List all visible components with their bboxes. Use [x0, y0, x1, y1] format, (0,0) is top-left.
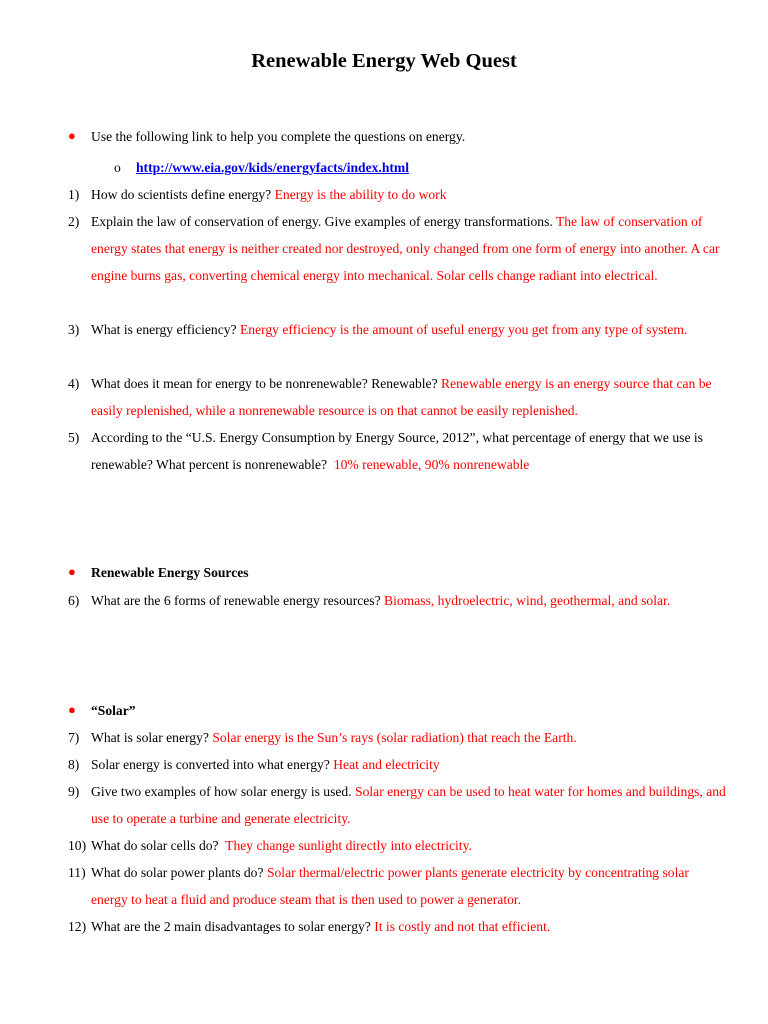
question-number: 6): [68, 593, 80, 608]
question-item-7: [68, 724, 728, 751]
question-item-8: [68, 751, 728, 778]
question-number: 9): [68, 784, 80, 799]
bullet-icon: ●: [68, 702, 76, 717]
question-text: What are the 6 forms of renewable energy resources?: [91, 593, 381, 608]
question-number: 1): [68, 187, 80, 202]
question-text: Solar energy is converted into what energy?: [91, 757, 330, 772]
question-text: What do solar power plants do?: [91, 865, 264, 880]
answer-text: Solar energy is the Sun’s rays (solar radiation) that reach the Earth.: [212, 730, 577, 745]
answer-text: It is costly and not that efficient.: [374, 919, 551, 934]
section-title: “Solar”: [91, 703, 136, 718]
answer-text: Solar energy can be used to heat water for homes and buildings, and use to operate a turbine and generate electricity.: [91, 784, 726, 826]
question-number: 3): [68, 322, 80, 337]
intro-text: Use the following link to help you complete the questions on energy.: [91, 129, 466, 144]
section-heading-solar: [68, 697, 728, 724]
section-title: Renewable Energy Sources: [91, 565, 249, 580]
question-number: 4): [68, 376, 80, 391]
question-text: What is energy efficiency?: [91, 322, 237, 337]
question-text: How do scientists define energy?: [91, 187, 272, 202]
question-number: 7): [68, 730, 80, 745]
intro-bullet-item: [68, 123, 728, 150]
answer-text: They change sunlight directly into electricity.: [225, 838, 472, 853]
question-number: 5): [68, 430, 80, 445]
question-item-10: [68, 832, 728, 859]
question-text: Give two examples of how solar energy is used.: [91, 784, 352, 799]
answer-text: The law of conservation of energy states that energy is neither created nor destroyed, only changed from one form of energy into another. A car engine burns gas, converting chemical energy into mechanical. Solar cells change radiant into electrical.: [91, 214, 720, 283]
question-text: What do solar cells do?: [91, 838, 219, 853]
question-text: Explain the law of conservation of energy. Give examples of energy transformations.: [91, 214, 553, 229]
bullet-icon: ●: [68, 564, 76, 579]
question-number: 2): [68, 214, 80, 229]
sub-bullet-icon: o: [114, 160, 121, 175]
answer-text: Heat and electricity: [333, 757, 440, 772]
question-number: 10): [68, 838, 87, 853]
answer-text: Solar thermal/electric power plants generate electricity by concentrating solar energy to heat a fluid and produce steam that is then used to power a generator.: [91, 865, 689, 907]
answer-text: 10% renewable, 90% nonrenewable: [333, 457, 530, 472]
question-text: According to the “U.S. Energy Consumption by Energy Source, 2012”, what percentage of energy that we use is renewable? What percent is nonrenewable?: [91, 430, 703, 472]
question-item-11: [68, 859, 728, 913]
question-number: 11): [68, 865, 86, 880]
question-item-4: [68, 370, 728, 424]
question-item-12: [68, 913, 728, 940]
question-text: What are the 2 main disadvantages to solar energy?: [91, 919, 371, 934]
question-text: What does it mean for energy to be nonrenewable? Renewable?: [91, 376, 438, 391]
section-heading-renewable: [68, 559, 728, 586]
question-item-1: [68, 181, 728, 208]
question-item-3: [68, 316, 728, 343]
page-title: Renewable Energy Web Quest: [251, 50, 517, 72]
question-item-9: [68, 778, 728, 832]
answer-text: Renewable energy is an energy source that can be easily replenished, while a nonrenewable resource is on that cannot be easily replenished.: [91, 376, 712, 418]
question-item-6: [68, 587, 728, 614]
energy-facts-link[interactable]: http://www.eia.gov/kids/energyfacts/index.html: [136, 160, 410, 175]
question-number: 12): [68, 919, 87, 934]
question-number: 8): [68, 757, 80, 772]
question-text: What is solar energy?: [91, 730, 209, 745]
answer-text: Energy is the ability to do work: [274, 187, 447, 202]
bullet-icon: ●: [68, 128, 76, 143]
answer-text: Biomass, hydroelectric, wind, geothermal, and solar.: [384, 593, 671, 608]
answer-text: Energy efficiency is the amount of useful energy you get from any type of system.: [239, 322, 688, 337]
question-item-2: [68, 208, 728, 289]
question-item-5: [68, 424, 728, 478]
